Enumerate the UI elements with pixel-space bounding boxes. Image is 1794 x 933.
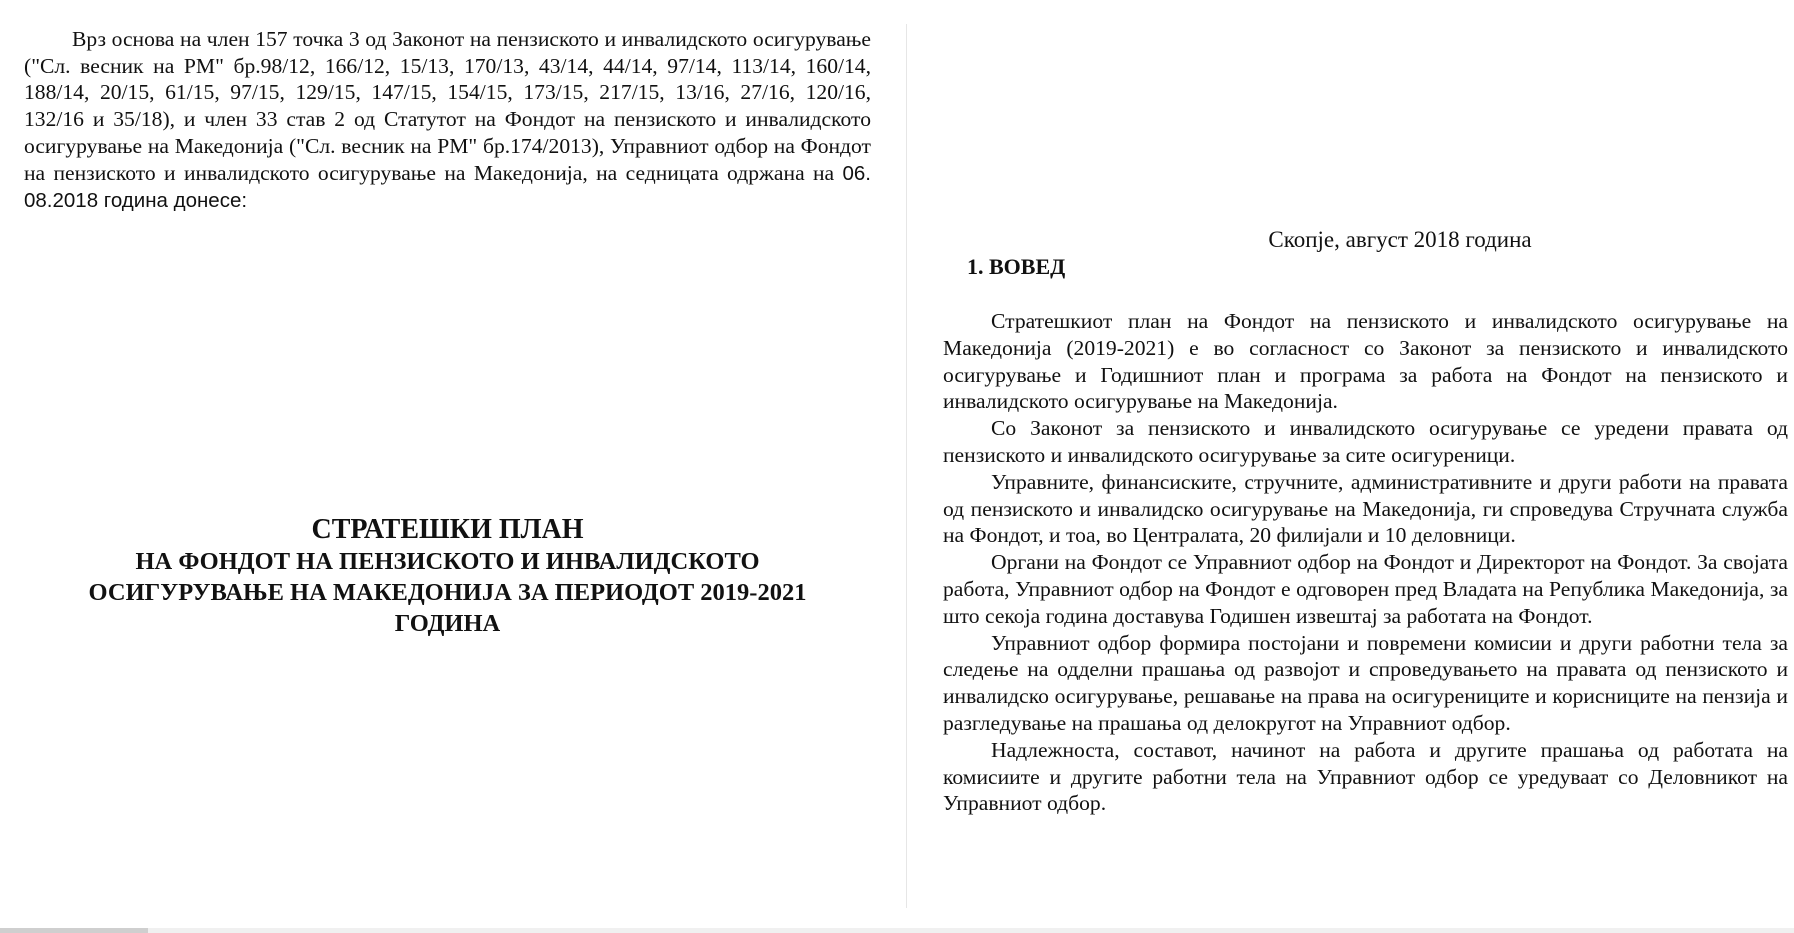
paragraph: Со Законот за пензиското и инвалидското осигурување се уредени правата од пензиското и инвалидското осигурување за сите осигуреници. xyxy=(943,416,1788,467)
place-date: Скопје, август 2018 година xyxy=(1268,227,1532,252)
paragraph: Стратешкиот план на Фондот на пензиското и инвалидското осигурување на Македонија (2019-2021) е во согласност со Законот за пензиското и инвалидското осигурување и Годишниот план и програма за работа на Фондот на пензиското и инвалидското осигурување на Македонија. xyxy=(943,309,1788,414)
plan-title xyxy=(24,514,871,639)
horizontal-scrollbar-thumb[interactable] xyxy=(0,928,148,933)
horizontal-scrollbar-track[interactable] xyxy=(0,928,1794,933)
section-heading: 1. ВОВЕД xyxy=(967,254,1066,279)
intro-text-main: Врз основа на член 157 точка 3 од Законот на пензиското и инвалидското осигурување ("Сл. весник на РМ" бр.98/12, 166/12, 15/13, 170/13, 43/14, 44/14, 97/14, 113/14, 160/14, 188/14, 20/15, 61/15, 97/15, 129/15, 147/15, 154/15, 173/15, 217/15, 13/16, 27/16, 120/16, 132/16 и 35/18), и член 33 став 2 од Статутот на Фондот на пензиското и инвалидското осигурување на Македонија ("Сл. весник на РМ" бр.174/2013), Управниот одбор на Фондот на пензиското и инвалидското осигурување на Македонија, на седницата одржана на xyxy=(24,27,871,185)
title-line-1: СТРАТЕШКИ ПЛАН xyxy=(311,514,584,545)
title-line-3: ОСИГУРУВАЊЕ НА МАКЕДОНИЈА ЗА ПЕРИОДОТ 2019-2021 xyxy=(88,579,807,606)
title-line-4: ГОДИНА xyxy=(394,610,501,637)
paragraph: Надлежноста, составот, начинот на работа и другите прашања од работата на комисиите и другите работни тела на Управниот одбор се уредуваат со Деловникот на Управниот одбор. xyxy=(943,737,1788,816)
paragraph: Управниот одбор формира постојани и повремени комисии и други работни тела за следење на одделни прашања од развојот и спроведувањето на правата од пензиското и инвалидско осигурување, решавање на права на осигурениците и корисниците на пензија и разгледување на прашања од делокругот на Управниот одбор. xyxy=(943,630,1788,735)
intro-paragraph xyxy=(24,26,871,215)
paragraph: Органи на Фондот се Управниот одбор на Фондот и Директорот на Фондот. За својата работа, Управниот одбор на Фондот е одговорен пред Владата на Република Македонија, за што секоја година доставува Годишен извештај за работата на Фондот. xyxy=(943,550,1788,628)
body-text xyxy=(943,308,1788,817)
title-line-2: НА ФОНДОТ НА ПЕНЗИСКОТО И ИНВАЛИДСКОТО xyxy=(135,548,760,575)
intro-text-date: 06. 08.2018 година донесе: xyxy=(24,161,871,213)
paragraph: Управните, финансиските, стручните, административните и други работи на правата од пензиското и инвалидско осигурување на Македонија, ги спроведува Стручната служба на Фондот, и тоа, во Централата, 20 филијали и 10 деловници. xyxy=(943,469,1788,548)
